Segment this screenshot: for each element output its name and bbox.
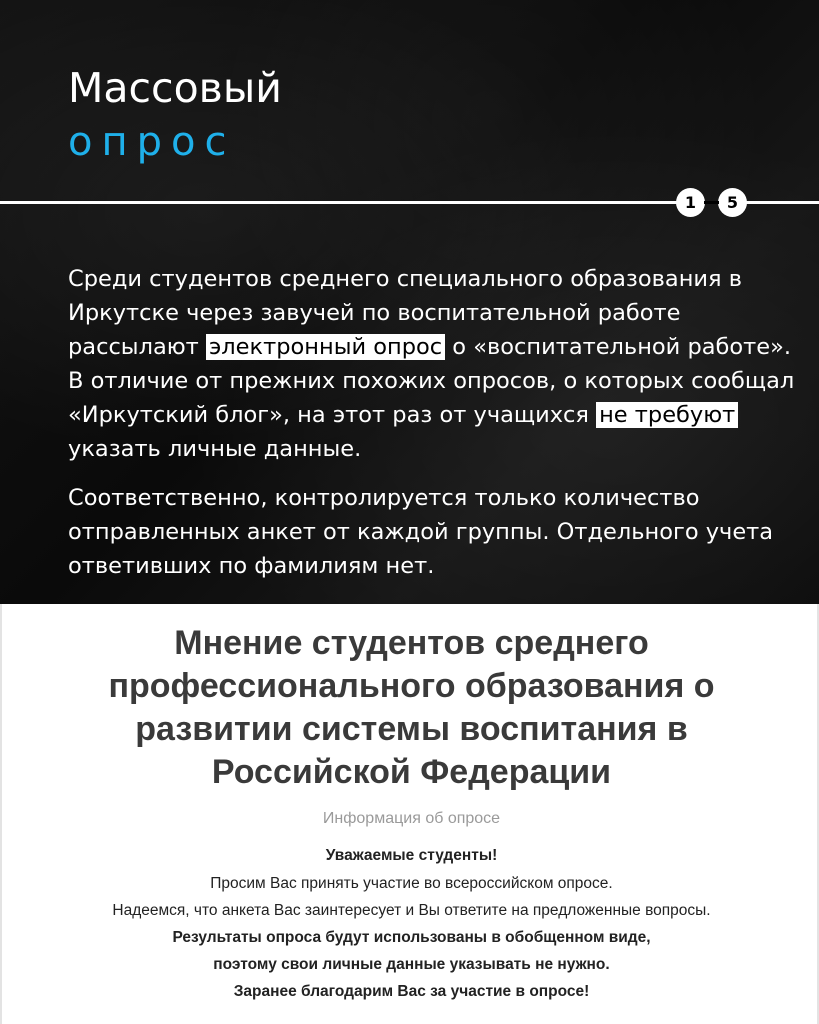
page-current: 1 bbox=[676, 188, 705, 217]
card-subtitle: опрос bbox=[68, 119, 236, 165]
highlight-electronic-survey: электронный опрос bbox=[206, 334, 445, 360]
survey-info-label: Информация об опросе bbox=[322, 810, 501, 827]
highlight-not-required: не требуют bbox=[596, 402, 738, 428]
card-title: Массовый bbox=[68, 64, 282, 112]
page-indicator bbox=[676, 188, 747, 217]
page-dash bbox=[704, 201, 719, 204]
survey-privacy-line: поэтому свои личные данные указывать не нужно. bbox=[213, 956, 610, 973]
paragraph-1-part-a: Среди студентов среднего специального образования в Иркутске через завучей по воспитательной работе рассылают bbox=[68, 266, 742, 360]
survey-thanks-line: Заранее благодарим Вас за участие в опросе! bbox=[233, 983, 590, 1000]
survey-greeting: Уважаемые студенты! bbox=[325, 847, 498, 864]
survey-title: Мнение студентов среднего профессионального образования о развитии системы воспитания в Российской Федерации bbox=[108, 624, 715, 791]
survey-hope-line: Надеемся, что анкета Вас заинтересует и Вы ответите на предложенные вопросы. bbox=[112, 902, 711, 919]
survey-results-line: Результаты опроса будут использованы в обобщенном виде, bbox=[172, 929, 651, 946]
paragraph-2: Соответственно, контролируется только количество отправленных анкет от каждой группы. Отдельного учета ответивших по фамилиям нет. bbox=[68, 485, 774, 579]
paragraph-1 bbox=[68, 262, 798, 466]
page-total: 5 bbox=[718, 188, 747, 217]
survey-screenshot bbox=[0, 604, 819, 1024]
survey-request-line: Просим Вас принять участие во всероссийском опросе. bbox=[210, 875, 613, 892]
paragraph-1-part-b: о «воспитательной работе». В отличие от прежних похожих опросов, о которых сообщал «Иркутский блог», на этот раз от учащихся bbox=[68, 334, 795, 428]
paragraph-1-part-c: указать личные данные. bbox=[68, 436, 362, 462]
